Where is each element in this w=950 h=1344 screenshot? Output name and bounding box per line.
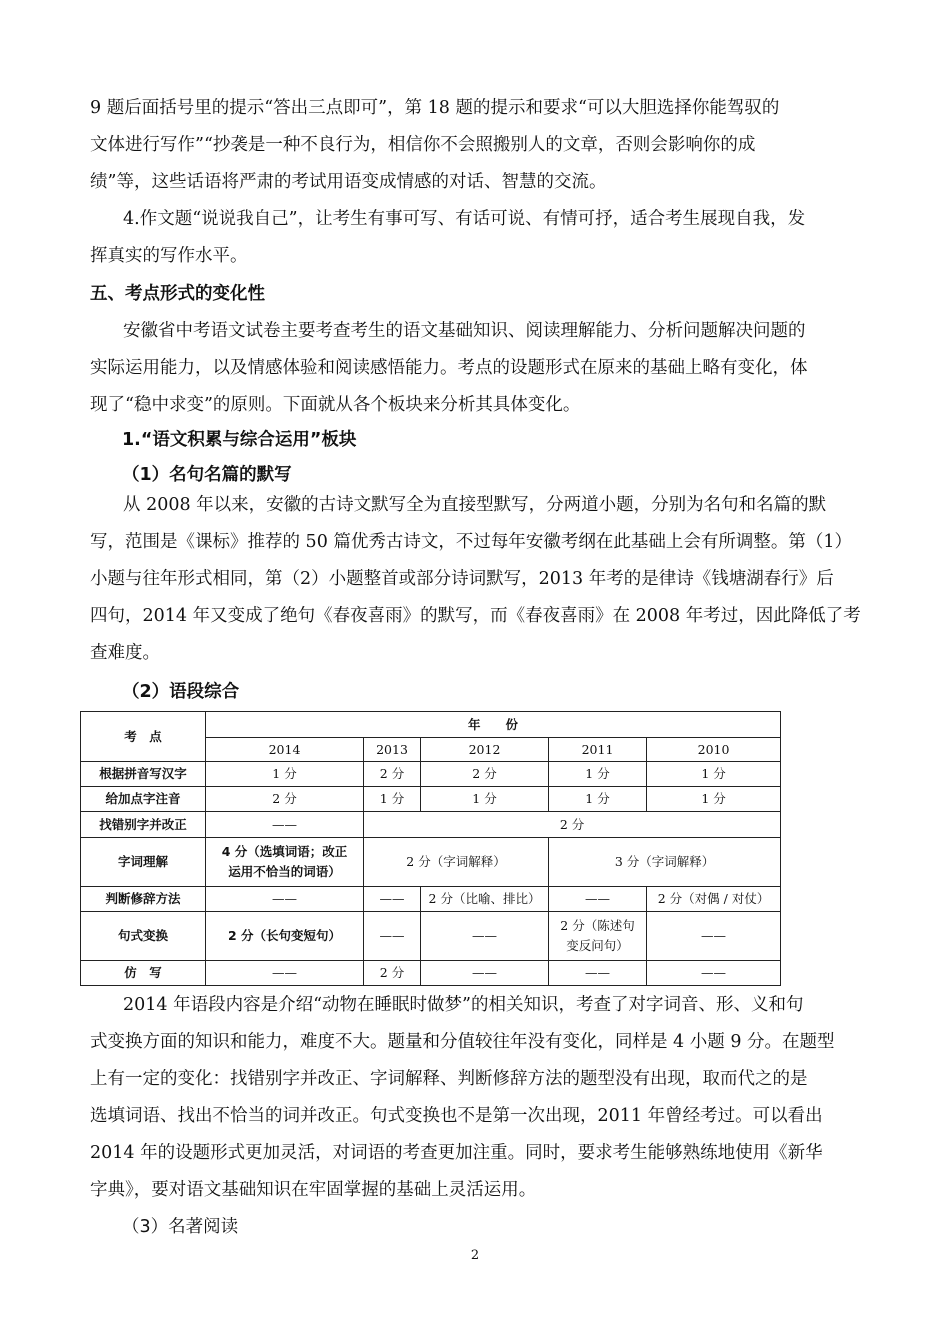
cell: 1 分 (421, 787, 549, 812)
row-label: 根据拼音写汉字 (81, 762, 206, 787)
cell: 2 分（长句变短句） (206, 912, 364, 961)
cell: 1 分 (206, 762, 364, 787)
cell: —— (364, 887, 421, 912)
cell-line: 运用不恰当的词语） (228, 864, 341, 879)
row-label: 判断修辞方法 (81, 887, 206, 912)
text-line: 绩”等，这些话语将严肃的考试用语变成情感的对话、智慧的交流。 (90, 172, 607, 192)
cell: 2 分 (364, 762, 421, 787)
text-line: 写，范围是《课标》推荐的 50 篇优秀古诗文，不过每年安徽考纲在此基础上会有所调整。第（1） (90, 532, 853, 552)
year-2010: 2010 (647, 738, 781, 762)
row-label: 仿 写 (81, 961, 206, 986)
year-2012: 2012 (421, 738, 549, 762)
subsection-heading-1: 1.“语文积累与综合运用”板块 (122, 430, 357, 450)
cell: 1 分 (647, 762, 781, 787)
cell: 2 分（比喻、排比） (421, 887, 549, 912)
cell-line: 2 分（陈述句 (560, 918, 635, 933)
year-2013: 2013 (364, 738, 421, 762)
paragraph-recitation (90, 487, 862, 672)
cell: —— (647, 912, 781, 961)
cell: 3 分（字词解释） (549, 838, 781, 887)
paragraph-2014-analysis (90, 987, 862, 1209)
paragraph-exam-overview (90, 313, 862, 424)
cell-line: 变反问句） (566, 938, 629, 953)
cell: —— (421, 912, 549, 961)
cell: —— (549, 887, 647, 912)
section-heading-5: 五、考点形式的变化性 (90, 284, 265, 304)
text-line: 实际运用能力，以及情感体验和阅读感悟能力。考点的设题形式在原来的基础上略有变化，体 (90, 358, 808, 378)
text-line: 现了“稳中求变”的原则。下面就从各个板块来分析其具体变化。 (90, 395, 581, 415)
year-2014: 2014 (206, 738, 364, 762)
cell: 1 分 (549, 762, 647, 787)
text-line: 安徽省中考语文试卷主要考查考生的语文基础知识、阅读理解能力、分析问题解决问题的 (123, 321, 806, 341)
text-line: 4.作文题“说说我自己”，让考生有事可写、有话可说、有情可抒，适合考生展现自我，发 (123, 209, 806, 229)
cell (549, 912, 647, 961)
subsection-heading-1-2: （2）语段综合 (122, 682, 240, 702)
cell: —— (364, 912, 421, 961)
row-label: 句式变换 (81, 912, 206, 961)
text-line: 查难度。 (90, 643, 160, 663)
text-line: 选填词语、找出不恰当的词并改正。句式变换也不是第一次出现，2011 年曾经考过。可以看出 (90, 1106, 823, 1126)
page-number: 2 (470, 1248, 480, 1263)
subsection-heading-1-3: （3）名著阅读 (122, 1217, 239, 1237)
cell: —— (206, 887, 364, 912)
cell: 2 分 (421, 762, 549, 787)
text-line: 9 题后面括号里的提示“答出三点即可”，第 18 题的提示和要求“可以大胆选择你能驾驭的 (90, 98, 780, 118)
text-line: 2014 年语段内容是介绍“动物在睡眠时做梦”的相关知识，考查了对字词音、形、义和句 (123, 995, 804, 1015)
table-row (81, 812, 781, 838)
table-row (81, 838, 781, 887)
row-label: 字词理解 (81, 838, 206, 887)
table-row (81, 961, 781, 986)
table-row (81, 762, 781, 787)
text-line: 式变换方面的知识和能力，难度不大。题量和分值较往年没有变化，同样是 4 小题 9 分。在题型 (90, 1032, 835, 1052)
cell: —— (206, 812, 364, 838)
year-2011: 2011 (549, 738, 647, 762)
cell: 2 分 (364, 961, 421, 986)
text-line: 2014 年的设题形式更加灵活，对词语的考查更加注重。同时，要求考生能够熟练地使用《新华 (90, 1143, 823, 1163)
cell: —— (421, 961, 549, 986)
score-table (80, 711, 781, 986)
cell: 2 分（对偶 / 对仗） (647, 887, 781, 912)
header-years: 年 份 (206, 712, 781, 738)
text-line: 字典》，要对语文基础知识在牢固掌握的基础上灵活运用。 (90, 1180, 537, 1200)
table-row (81, 787, 781, 812)
cell: —— (206, 961, 364, 986)
table-row (81, 912, 781, 961)
table-row (81, 887, 781, 912)
cell: 2 分 (364, 812, 781, 838)
subsection-heading-1-1: （1）名句名篇的默写 (122, 465, 292, 485)
text-line: 小题与往年形式相同，第（2）小题整首或部分诗词默写，2013 年考的是律诗《钱塘湖春行》后 (90, 569, 834, 589)
cell: 2 分 (206, 787, 364, 812)
row-label: 给加点字注音 (81, 787, 206, 812)
cell: 2 分（字词解释） (364, 838, 549, 887)
cell-line: 4 分（选填词语；改正 (221, 844, 348, 859)
text-line: 上有一定的变化：找错别字并改正、字词解释、判断修辞方法的题型没有出现，取而代之的是 (90, 1069, 808, 1089)
text-line: 挥真实的写作水平。 (90, 246, 248, 266)
paragraph-composition-topic (90, 201, 862, 275)
text-line: 从 2008 年以来，安徽的古诗文默写全为直接型默写，分两道小题，分别为名句和名篇的默 (123, 495, 827, 515)
cell: —— (549, 961, 647, 986)
cell: 1 分 (364, 787, 421, 812)
text-line: 四句，2014 年又变成了绝句《春夜喜雨》的默写，而《春夜喜雨》在 2008 年考过，因此降低了考 (90, 606, 861, 626)
cell: 1 分 (647, 787, 781, 812)
header-kaodian: 考 点 (81, 712, 206, 762)
row-label: 找错别字并改正 (81, 812, 206, 838)
cell (206, 838, 364, 887)
cell: 1 分 (549, 787, 647, 812)
paragraph-exam-prompts (90, 90, 862, 201)
cell: —— (647, 961, 781, 986)
text-line: 文体进行写作”“抄袭是一种不良行为，相信你不会照搬别人的文章，否则会影响你的成 (90, 135, 756, 155)
